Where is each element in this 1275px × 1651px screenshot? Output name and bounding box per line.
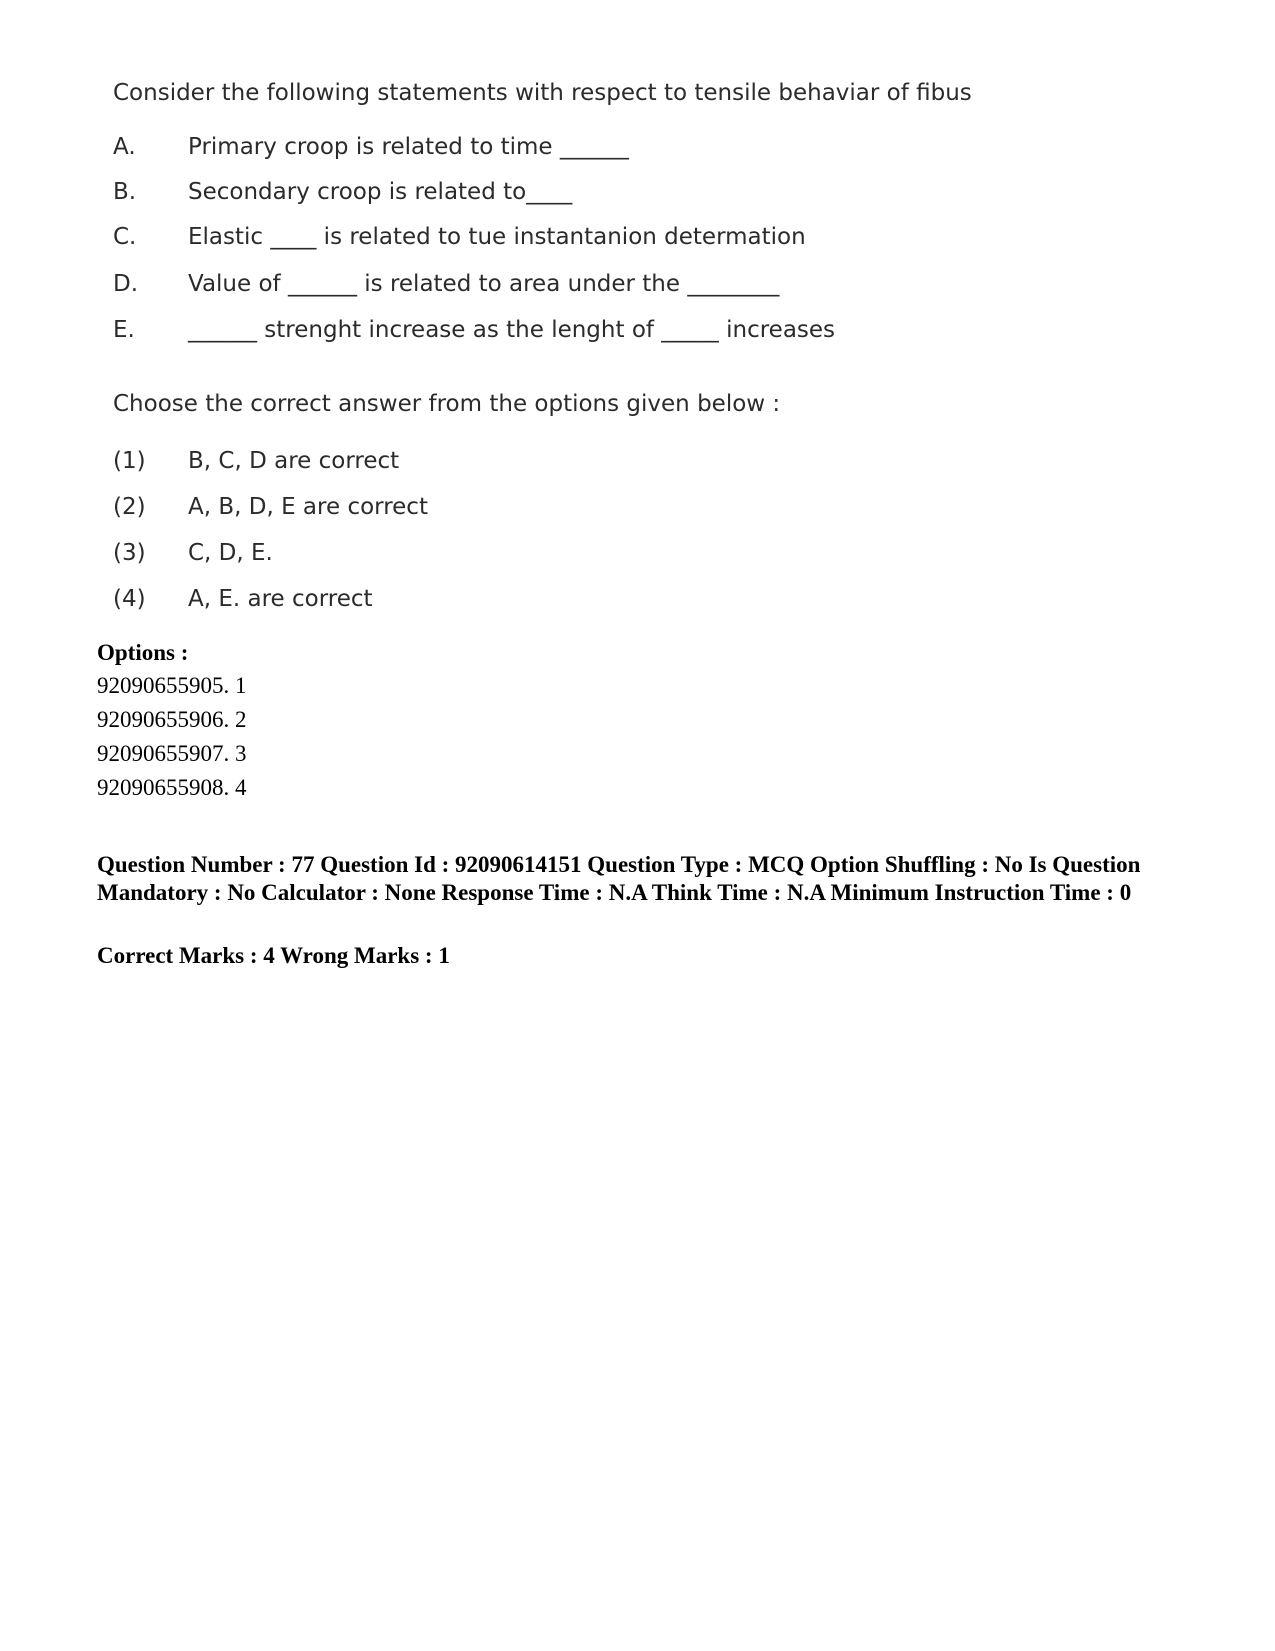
statement-label: B.: [113, 179, 137, 205]
option-item: 92090655907. 3: [97, 741, 247, 766]
answer-option-text: A, E. are correct: [188, 586, 373, 612]
statement-text: Primary croop is related to time ______: [188, 134, 629, 160]
answer-option-label: (2): [113, 494, 146, 520]
options-heading: Options :: [97, 640, 189, 665]
statement-label: A.: [113, 134, 136, 160]
question-stem: Consider the following statements with respect to tensile behaviar of fibus: [113, 80, 972, 106]
answer-option-text: B, C, D are correct: [188, 448, 400, 474]
statement-text: Value of ______ is related to area under the ________: [188, 271, 780, 297]
statement-a: [113, 134, 629, 160]
statement-e: [113, 317, 835, 343]
statement-d: [113, 271, 779, 297]
option-item: 92090655906. 2: [97, 707, 247, 732]
question-marks: Correct Marks : 4 Wrong Marks : 1: [97, 943, 450, 968]
answer-option-3: [113, 540, 273, 566]
statement-b: [113, 179, 572, 205]
answer-option-label: (4): [113, 586, 146, 612]
statement-label: D.: [113, 271, 139, 297]
answer-option-2: [113, 494, 428, 520]
option-item: 92090655905. 1: [97, 673, 247, 698]
statement-text: ______ strenght increase as the lenght of _____ increases: [188, 317, 836, 343]
answer-option-text: C, D, E.: [188, 540, 273, 566]
answer-option-text: A, B, D, E are correct: [188, 494, 428, 520]
statement-label: E.: [113, 317, 135, 343]
statement-text: Secondary croop is related to____: [188, 179, 573, 205]
statement-c: [113, 224, 806, 250]
statement-text: Elastic ____ is related to tue instantanion determation: [188, 224, 806, 250]
answer-option-1: [113, 448, 399, 474]
answer-option-label: (3): [113, 540, 146, 566]
answer-option-label: (1): [113, 448, 146, 474]
statement-label: C.: [113, 224, 137, 250]
choose-prompt: Choose the correct answer from the options given below :: [113, 391, 781, 417]
option-item: 92090655908. 4: [97, 775, 247, 800]
answer-option-4: [113, 586, 373, 612]
question-meta: Question Number : 77 Question Id : 92090614151 Question Type : MCQ Option Shuffling : No Is Question Mandatory : No Calculator : None Response Time : N.A Think Time : N.A Minimum Instruction Time : 0: [97, 852, 1141, 905]
